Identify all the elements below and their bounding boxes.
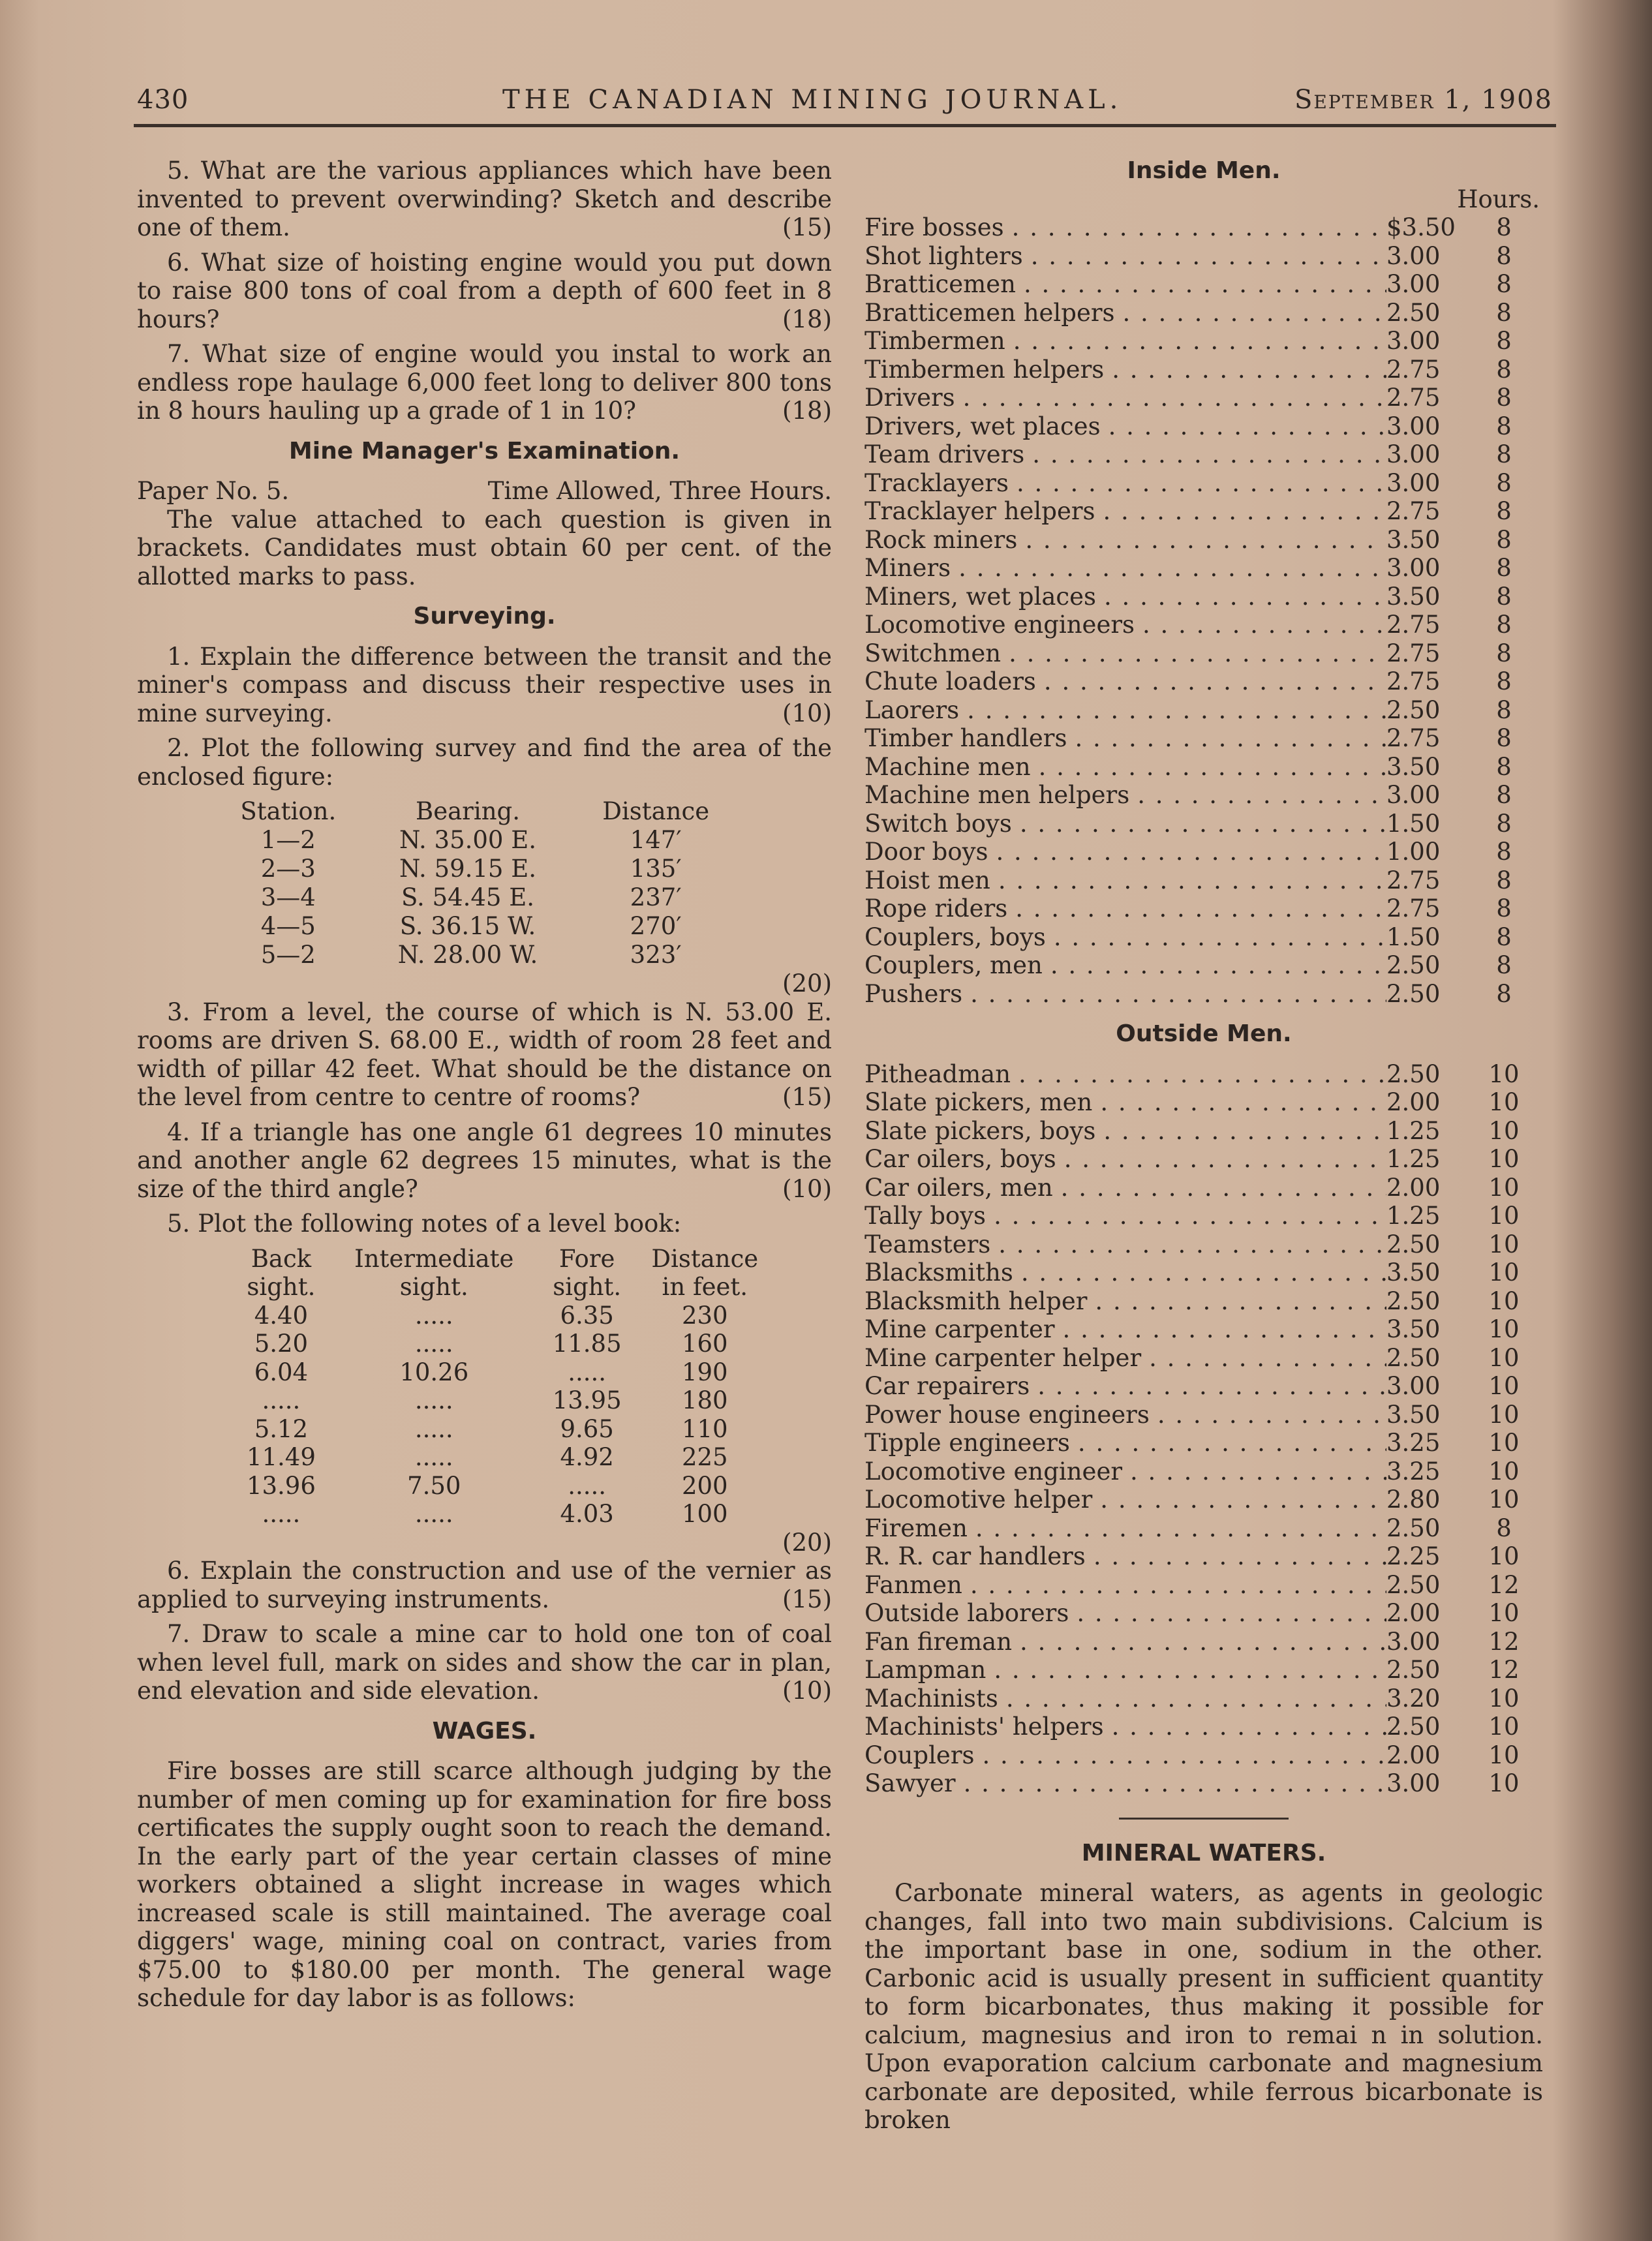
daily-rate: 3.25 xyxy=(1386,1457,1441,1486)
wage-row xyxy=(864,1486,1543,1514)
wage-row xyxy=(864,583,1543,611)
job-title: Switchmen . . . xyxy=(864,639,1386,668)
wage-row xyxy=(864,894,1543,923)
daily-rate: 3.00 xyxy=(1386,1627,1441,1656)
page-header xyxy=(137,85,1553,124)
wage-row xyxy=(864,1514,1543,1543)
job-title: Timbermen . . . xyxy=(864,327,1386,356)
wage-row xyxy=(864,1457,1543,1486)
job-title: Pushers . . . xyxy=(864,980,1386,1009)
job-title: Car oilers, men . . . xyxy=(864,1174,1386,1202)
job-title: Machine men helpers . . . xyxy=(864,781,1386,810)
hours-value: 12 xyxy=(1488,1627,1520,1656)
daily-rate: 1.25 xyxy=(1386,1202,1441,1230)
hours-value: 10 xyxy=(1488,1400,1520,1429)
survey-question-6: 6. Explain the construction and use of the vernier as applied to surveying instruments. (15) xyxy=(137,1557,832,1613)
hours-value: 8 xyxy=(1496,327,1512,355)
hours-value: 10 xyxy=(1488,1741,1520,1769)
hours-value: 10 xyxy=(1488,1542,1520,1570)
hours-value: 10 xyxy=(1488,1684,1520,1713)
wage-row xyxy=(864,781,1543,810)
column-header: Station. xyxy=(240,797,337,826)
wage-row xyxy=(864,1372,1543,1401)
hours-value: 10 xyxy=(1488,1315,1520,1343)
level-table-mark: (20) xyxy=(782,1528,832,1557)
daily-rate: 3.25 xyxy=(1386,1429,1441,1457)
hours-value: 8 xyxy=(1496,667,1512,695)
hours-value: 8 xyxy=(1496,355,1512,384)
daily-rate: 3.00 xyxy=(1386,554,1441,582)
hours-value: 8 xyxy=(1496,497,1512,525)
hours-value: 8 xyxy=(1496,922,1512,951)
job-title: Mine carpenter helper . . . xyxy=(864,1344,1386,1373)
hours-value: 8 xyxy=(1496,611,1512,639)
hours-value: 10 xyxy=(1488,1230,1520,1258)
wage-row xyxy=(864,412,1543,441)
job-title: Drivers . . . xyxy=(864,384,1386,412)
inside-men-heading: Inside Men. xyxy=(1127,157,1281,184)
hours-value: 8 xyxy=(1496,525,1512,554)
daily-rate: 2.50 xyxy=(1386,1514,1441,1542)
wage-row xyxy=(864,1315,1543,1344)
wage-row xyxy=(864,639,1543,668)
daily-rate: 2.50 xyxy=(1386,298,1441,327)
wage-row xyxy=(864,1174,1543,1202)
job-title: Mine carpenter . . . xyxy=(864,1315,1386,1344)
column-header: Distance xyxy=(602,797,710,826)
hours-value: 10 xyxy=(1488,1599,1520,1627)
wage-row xyxy=(864,1145,1543,1174)
hours-value: 10 xyxy=(1488,1457,1520,1486)
daily-rate: $3.50 xyxy=(1386,213,1456,241)
hours-value: 10 xyxy=(1488,1713,1520,1741)
wage-row xyxy=(864,469,1543,498)
job-title: Couplers, men . . . xyxy=(864,951,1386,980)
job-title: Chute loaders . . . xyxy=(864,667,1386,696)
job-title: Drivers, wet places . . . xyxy=(864,412,1386,441)
job-title: Team drivers . . . xyxy=(864,440,1386,469)
hours-value: 10 xyxy=(1488,1429,1520,1457)
job-title: Bratticemen . . . xyxy=(864,270,1386,299)
daily-rate: 3.00 xyxy=(1386,440,1441,468)
daily-rate: 2.75 xyxy=(1386,497,1441,525)
question-6-hoisting: 6. What size of hoisting engine would you put down to raise 800 tons of coal from a depth of 600 feet in 8 hours? (18) xyxy=(137,248,832,333)
wage-row xyxy=(864,356,1543,384)
question-5-overwinding: 5. What are the various appliances which have been invented to prevent overwinding? Sketch and describe one of them. (15) xyxy=(137,157,832,241)
job-title: Tipple engineers . . . xyxy=(864,1429,1386,1457)
job-title: Power house engineers . . . xyxy=(864,1401,1386,1429)
job-title: Couplers, boys . . . xyxy=(864,923,1386,952)
daily-rate: 2.75 xyxy=(1386,384,1441,412)
wage-row xyxy=(864,440,1543,469)
job-title: Rope riders . . . xyxy=(864,894,1386,923)
wage-row xyxy=(864,1542,1543,1571)
wage-row xyxy=(864,724,1543,753)
daily-rate: 3.00 xyxy=(1386,1372,1441,1400)
daily-rate: 3.00 xyxy=(1386,1769,1441,1797)
hours-value: 10 xyxy=(1488,1343,1520,1372)
daily-rate: 3.50 xyxy=(1386,1315,1441,1343)
hours-value: 8 xyxy=(1496,440,1512,468)
job-title: Locomotive engineers . . . xyxy=(864,611,1386,639)
hours-value: 10 xyxy=(1488,1769,1520,1797)
hours-value: 10 xyxy=(1488,1287,1520,1315)
hours-value: 8 xyxy=(1496,639,1512,667)
daily-rate: 2.00 xyxy=(1386,1088,1441,1116)
hours-value: 8 xyxy=(1496,270,1512,298)
survey-question-1: 1. Explain the difference between the transit and the miner's compass and discuss their respective uses in mine surveying. (10) xyxy=(137,642,832,727)
wage-row xyxy=(864,810,1543,838)
wage-row xyxy=(864,213,1543,242)
wage-row xyxy=(864,1429,1543,1457)
job-title: Fanmen . . . xyxy=(864,1571,1386,1600)
job-title: Machinists . . . xyxy=(864,1685,1386,1713)
hours-value: 8 xyxy=(1496,241,1512,270)
wage-row xyxy=(864,1401,1543,1429)
table-row: 6.04 10.26 ..... 190 xyxy=(254,1358,728,1386)
table-row: 11.49 ..... 4.92 225 xyxy=(246,1443,728,1471)
daily-rate: 3.00 xyxy=(1386,412,1441,440)
hours-label: Hours. xyxy=(1457,185,1540,213)
daily-rate: 2.75 xyxy=(1386,866,1441,894)
issue-date: September 1, 1908 xyxy=(1294,85,1553,115)
job-title: Sawyer . . . xyxy=(864,1769,1386,1798)
daily-rate: 3.00 xyxy=(1386,327,1441,355)
daily-rate: 2.25 xyxy=(1386,1542,1441,1570)
wage-row xyxy=(864,1741,1543,1770)
hours-value: 8 xyxy=(1496,838,1512,866)
table-row: ..... ..... 4.03 100 xyxy=(262,1500,728,1528)
daily-rate: 3.50 xyxy=(1386,525,1441,554)
survey-question-3: 3. From a level, the course of which is N. 53.00 E. rooms are driven S. 68.00 E., width of room 28 feet and width of pillar 42 feet. What should be the distance on the level from centre to centre of rooms? (15) xyxy=(137,998,832,1111)
job-title: Lampman . . . xyxy=(864,1656,1386,1685)
hours-value: 8 xyxy=(1496,1514,1512,1542)
daily-rate: 2.50 xyxy=(1386,979,1441,1008)
daily-rate: 1.25 xyxy=(1386,1145,1441,1173)
daily-rate: 2.50 xyxy=(1386,695,1441,724)
daily-rate: 2.50 xyxy=(1386,1287,1441,1315)
wage-row xyxy=(864,1117,1543,1146)
job-title: Miners . . . xyxy=(864,554,1386,583)
hours-value: 10 xyxy=(1488,1088,1520,1116)
wage-row xyxy=(864,270,1543,299)
wage-row xyxy=(864,327,1543,356)
wage-row xyxy=(864,667,1543,696)
hours-value: 8 xyxy=(1496,412,1512,440)
wage-row xyxy=(864,1713,1543,1741)
daily-rate: 3.50 xyxy=(1386,752,1441,781)
wages-paragraph: Fire bosses are still scarce although judging by the number of men coming up for examination for fire boss certificates the supply ought soon to reach the demand. In the early part of the year certain classes of mine workers obtained a slight increase in wages which increased scale is still maintained. The average coal diggers' wage, mining coal on contract, varies from $75.00 to $180.00 per month. The general wage schedule for day labor is as follows: xyxy=(137,1757,832,2012)
hours-value: 10 xyxy=(1488,1202,1520,1230)
wage-row xyxy=(864,497,1543,526)
table-row: 5.12 ..... 9.65 110 xyxy=(254,1414,728,1443)
column-header: Back sight. xyxy=(247,1244,316,1301)
column-header: Distance in feet. xyxy=(651,1244,759,1301)
paper-info xyxy=(137,477,832,506)
survey-question-2: 2. Plot the following survey and find the area of the enclosed figure: xyxy=(137,734,832,791)
wage-row xyxy=(864,611,1543,639)
outside-men-heading: Outside Men. xyxy=(1116,1020,1292,1047)
daily-rate: 2.50 xyxy=(1386,1060,1441,1088)
hours-value: 8 xyxy=(1496,752,1512,781)
section-divider xyxy=(1119,1818,1289,1820)
page-number: 430 xyxy=(137,85,189,115)
job-title: Timber handlers . . . xyxy=(864,724,1386,753)
wage-row xyxy=(864,1599,1543,1628)
daily-rate: 2.50 xyxy=(1386,1230,1441,1258)
wage-row xyxy=(864,1769,1543,1798)
hours-value: 8 xyxy=(1496,979,1512,1008)
table-row: 4.40 ..... 6.35 230 xyxy=(254,1301,728,1330)
table-row: 4—5 S. 36.15 W. 270′ xyxy=(260,912,682,941)
wage-row xyxy=(864,1344,1543,1373)
job-title: Blacksmith helper . . . xyxy=(864,1287,1386,1316)
wage-row xyxy=(864,866,1543,895)
survey-question-5: 5. Plot the following notes of a level book: xyxy=(167,1210,682,1238)
hours-value: 8 xyxy=(1496,468,1512,497)
job-title: Shot lighters . . . xyxy=(864,242,1386,271)
mineral-waters-heading: MINERAL WATERS. xyxy=(1081,1839,1326,1867)
hours-value: 10 xyxy=(1488,1372,1520,1400)
survey-question-4: 4. If a triangle has one angle 61 degrees 10 minutes and another angle 62 degrees 15 minutes, what is the size of the third angle? (10) xyxy=(137,1118,832,1203)
job-title: Rock miners . . . xyxy=(864,526,1386,555)
wage-row xyxy=(864,696,1543,725)
job-title: Bratticemen helpers . . . xyxy=(864,299,1386,328)
hours-value: 8 xyxy=(1496,582,1512,611)
wage-row xyxy=(864,1287,1543,1316)
level-book-table xyxy=(235,1245,776,1529)
paper-number: Paper No. 5. xyxy=(137,477,290,505)
column-header: Fore sight. xyxy=(553,1244,622,1301)
survey-table-mark: (20) xyxy=(782,969,832,998)
daily-rate: 2.00 xyxy=(1386,1741,1441,1769)
mineral-waters-paragraph: Carbonate mineral waters, as agents in geologic changes, fall into two main subdivisions. Calcium is the important base in one, sodium in the other. Carbonic acid is usually present in sufficient quantity to form bicarbonates, thus making it possible for calcium, magnesius and iron to remai n in solution. Upon evaporation calcium carbonate and magnesium carbonate are deposited, while ferrous bicarbonate is broken xyxy=(864,1879,1543,2134)
hours-value: 10 xyxy=(1488,1173,1520,1202)
hours-value: 10 xyxy=(1488,1145,1520,1173)
right-column xyxy=(864,157,1543,2141)
hours-value: 8 xyxy=(1496,554,1512,582)
hours-value: 8 xyxy=(1496,951,1512,979)
daily-rate: 2.50 xyxy=(1386,951,1441,979)
wage-row xyxy=(864,384,1543,412)
job-title: Machine men . . . xyxy=(864,753,1386,782)
column-header: Intermediate sight. xyxy=(354,1244,514,1301)
hours-value: 8 xyxy=(1496,298,1512,327)
outside-men-table xyxy=(864,1060,1543,1798)
job-title: Firemen . . . xyxy=(864,1514,1386,1543)
hours-value: 12 xyxy=(1488,1656,1520,1684)
hours-value: 8 xyxy=(1496,866,1512,894)
wage-row xyxy=(864,299,1543,328)
wage-row xyxy=(864,1571,1543,1600)
daily-rate: 3.50 xyxy=(1386,1258,1441,1287)
daily-rate: 2.00 xyxy=(1386,1173,1441,1202)
job-title: Pitheadman . . . xyxy=(864,1060,1386,1089)
job-title: Couplers . . . xyxy=(864,1741,1386,1770)
wage-row xyxy=(864,242,1543,271)
job-title: Hoist men . . . xyxy=(864,866,1386,895)
wage-row xyxy=(864,980,1543,1009)
job-title: Slate pickers, men . . . xyxy=(864,1088,1386,1117)
inside-men-table xyxy=(864,213,1543,1008)
job-title: Slate pickers, boys . . . xyxy=(864,1117,1386,1146)
column-header: Bearing. xyxy=(416,797,520,826)
hours-value: 8 xyxy=(1496,384,1512,412)
table-row: 13.96 7.50 ..... 200 xyxy=(246,1471,728,1500)
job-title: Outside laborers . . . xyxy=(864,1599,1386,1628)
survey-table xyxy=(215,797,737,969)
table-row: 5.20 ..... 11.85 160 xyxy=(254,1330,728,1358)
daily-rate: 2.00 xyxy=(1386,1599,1441,1627)
wage-row xyxy=(864,1685,1543,1713)
wage-row xyxy=(864,838,1543,866)
job-title: Tally boys . . . xyxy=(864,1202,1386,1230)
daily-rate: 2.75 xyxy=(1386,667,1441,695)
table-row: 1—2 N. 35.00 E. 147′ xyxy=(260,826,682,855)
wage-row xyxy=(864,1088,1543,1117)
job-title: Switch boys . . . xyxy=(864,810,1386,838)
table-row: 5—2 N. 28.00 W. 323′ xyxy=(260,941,682,969)
daily-rate: 2.75 xyxy=(1386,355,1441,384)
hours-value: 8 xyxy=(1496,809,1512,838)
job-title: Fire bosses . . . xyxy=(864,213,1386,242)
job-title: Car oilers, boys . . . xyxy=(864,1145,1386,1174)
header-rule xyxy=(134,124,1556,127)
wage-row xyxy=(864,923,1543,952)
daily-rate: 3.00 xyxy=(1386,241,1441,270)
job-title: Laorers . . . xyxy=(864,696,1386,725)
daily-rate: 2.50 xyxy=(1386,1570,1441,1599)
wages-heading: WAGES. xyxy=(432,1717,537,1745)
left-column xyxy=(137,157,832,2019)
time-allowed: Time Allowed, Three Hours. xyxy=(487,477,832,505)
hours-value: 8 xyxy=(1496,213,1512,241)
hours-value: 8 xyxy=(1496,781,1512,809)
hours-value: 8 xyxy=(1496,894,1512,922)
wage-row xyxy=(864,1628,1543,1656)
daily-rate: 2.50 xyxy=(1386,1713,1441,1741)
daily-rate: 3.50 xyxy=(1386,1400,1441,1429)
daily-rate: 2.80 xyxy=(1386,1486,1441,1514)
journal-title: THE CANADIAN MINING JOURNAL. xyxy=(502,85,1123,115)
job-title: Fan fireman . . . xyxy=(864,1628,1386,1656)
daily-rate: 1.00 xyxy=(1386,838,1441,866)
table-header-row xyxy=(215,797,737,826)
wage-row xyxy=(864,526,1543,555)
wage-row xyxy=(864,554,1543,583)
daily-rate: 2.75 xyxy=(1386,894,1441,922)
daily-rate: 2.75 xyxy=(1386,639,1441,667)
table-row: 3—4 S. 54.45 E. 237′ xyxy=(260,883,682,912)
daily-rate: 3.00 xyxy=(1386,781,1441,809)
job-title: Timbermen helpers . . . xyxy=(864,356,1386,384)
table-row: ..... ..... 13.95 180 xyxy=(262,1386,728,1414)
daily-rate: 3.20 xyxy=(1386,1684,1441,1713)
hours-value: 10 xyxy=(1488,1258,1520,1287)
hours-value: 8 xyxy=(1496,724,1512,752)
job-title: Tracklayer helpers . . . xyxy=(864,497,1386,526)
wage-row xyxy=(864,1060,1543,1089)
job-title: Teamsters . . . xyxy=(864,1230,1386,1259)
daily-rate: 2.50 xyxy=(1386,1656,1441,1684)
daily-rate: 2.75 xyxy=(1386,724,1441,752)
wage-row xyxy=(864,1202,1543,1230)
job-title: Locomotive engineer . . . xyxy=(864,1457,1386,1486)
job-title: Machinists' helpers . . . xyxy=(864,1713,1386,1741)
wage-row xyxy=(864,951,1543,980)
daily-rate: 3.00 xyxy=(1386,270,1441,298)
job-title: Blacksmiths . . . xyxy=(864,1258,1386,1287)
daily-rate: 3.50 xyxy=(1386,582,1441,611)
hours-value: 10 xyxy=(1488,1116,1520,1145)
hours-value: 10 xyxy=(1488,1486,1520,1514)
wage-row xyxy=(864,1656,1543,1685)
daily-rate: 1.50 xyxy=(1386,809,1441,838)
daily-rate: 3.00 xyxy=(1386,468,1441,497)
wage-row xyxy=(864,1258,1543,1287)
hours-value: 8 xyxy=(1496,695,1512,724)
job-title: Miners, wet places . . . xyxy=(864,583,1386,611)
daily-rate: 2.75 xyxy=(1386,611,1441,639)
table-header-row xyxy=(235,1245,776,1302)
survey-question-7: 7. Draw to scale a mine car to hold one ton of coal when level full, mark on sides and show the car in plan, end elevation and side elevation. (10) xyxy=(137,1620,832,1705)
surveying-heading: Surveying. xyxy=(413,603,556,630)
job-title: Car repairers . . . xyxy=(864,1372,1386,1401)
job-title: Door boys . . . xyxy=(864,838,1386,866)
hours-value: 10 xyxy=(1488,1060,1520,1088)
question-7-haulage: 7. What size of engine would you instal to work an endless rope haulage 6,000 feet long to deliver 800 tons in 8 hours hauling up a grade of 1 in 10? (18) xyxy=(137,340,832,425)
daily-rate: 1.25 xyxy=(1386,1116,1441,1145)
exam-intro: The value attached to each question is given in brackets. Candidates must obtain 60 per cent. of the allotted marks to pass. xyxy=(137,505,832,590)
wage-row xyxy=(864,753,1543,782)
job-title: R. R. car handlers . . . xyxy=(864,1542,1386,1571)
exam-heading: Mine Manager's Examination. xyxy=(288,437,681,465)
daily-rate: 2.50 xyxy=(1386,1343,1441,1372)
wage-row xyxy=(864,1230,1543,1259)
table-row: 2—3 N. 59.15 E. 135′ xyxy=(260,855,682,883)
job-title: Tracklayers . . . xyxy=(864,469,1386,498)
hours-value: 12 xyxy=(1488,1570,1520,1599)
daily-rate: 1.50 xyxy=(1386,922,1441,951)
job-title: Locomotive helper . . . xyxy=(864,1486,1386,1514)
